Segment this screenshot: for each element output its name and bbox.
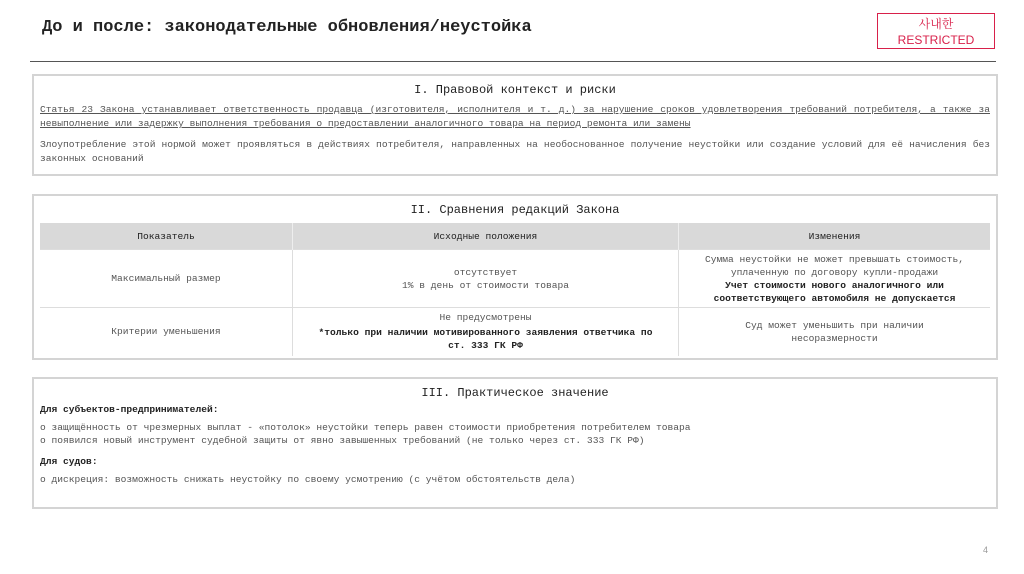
section-heading: II. Сравнения редакций Закона [410,203,620,217]
title-divider [30,61,996,62]
column-header: Исходные положения [293,223,679,250]
section-heading: I. Правовой контекст и риски [414,83,616,97]
group-label: Для судов: [40,456,98,467]
section-legal-context [32,74,998,176]
table-row [40,250,990,308]
cell [293,308,679,356]
cell: Суд может уменьшить при наличии несоразмерности [679,308,991,356]
list-item: о защищённость от чрезмерных выплат - «потолок» неустойки теперь равен стоимости приобретения потребителем товара [40,422,691,433]
cell-line: 1% в день от стоимости товара [402,279,569,291]
page-title: До и после: законодательные обновления/неустойка [42,18,532,37]
cell-line-bold: Учет стоимости нового аналогичного или соответствующего автомобиля не допускается [713,279,956,304]
paragraph: Статья 23 Закона устанавливает ответственность продавца (изготовителя, исполнителя и т. д.) за нарушение сроков удовлетворения требований потребителя, а также за невыполнение или задержку выполнения требования о предоставлении аналогичного товара на период ремонта или замены [40,104,990,129]
column-header: Показатель [40,223,293,250]
cell-line: отсутствует [453,266,518,278]
restricted-badge [877,13,995,49]
comparison-table [40,223,990,356]
table-row [40,308,990,356]
badge-korean: 사내한 [918,17,954,31]
cell-line-bold: *только при наличии мотивированного заявления ответчика по ст. 333 ГК РФ [318,327,653,352]
table-header [40,223,990,250]
section-practical [32,377,998,509]
cell-line: Не предусмотрены [439,312,532,324]
paragraph: Злоупотребление этой нормой может проявляться в действиях потребителя, направленных на необоснованное получение неустойки или создание условий для её начисления без законных оснований [40,139,990,164]
column-header: Изменения [679,223,991,250]
cell [293,250,679,308]
cell: Критерии уменьшения [40,308,293,356]
cell [679,250,991,308]
section-comparison [32,194,998,360]
group-label: Для субъектов-предпринимателей: [40,404,219,415]
cell: Максимальный размер [40,250,293,308]
badge-label: RESTRICTED [897,33,975,47]
list-item: о появился новый инструмент судебной защиты от явно завышенных требований (не только через ст. 333 ГК РФ) [40,435,645,446]
cell-line: Сумма неустойки не может превышать стоимость, уплаченную по договору купли-продажи [704,253,965,278]
page-number: 4 [983,545,989,555]
section-heading: III. Практическое значение [421,386,609,400]
list-item: о дискреция: возможность снижать неустойку по своему усмотрению (с учётом обстоятельств дела) [40,474,576,485]
